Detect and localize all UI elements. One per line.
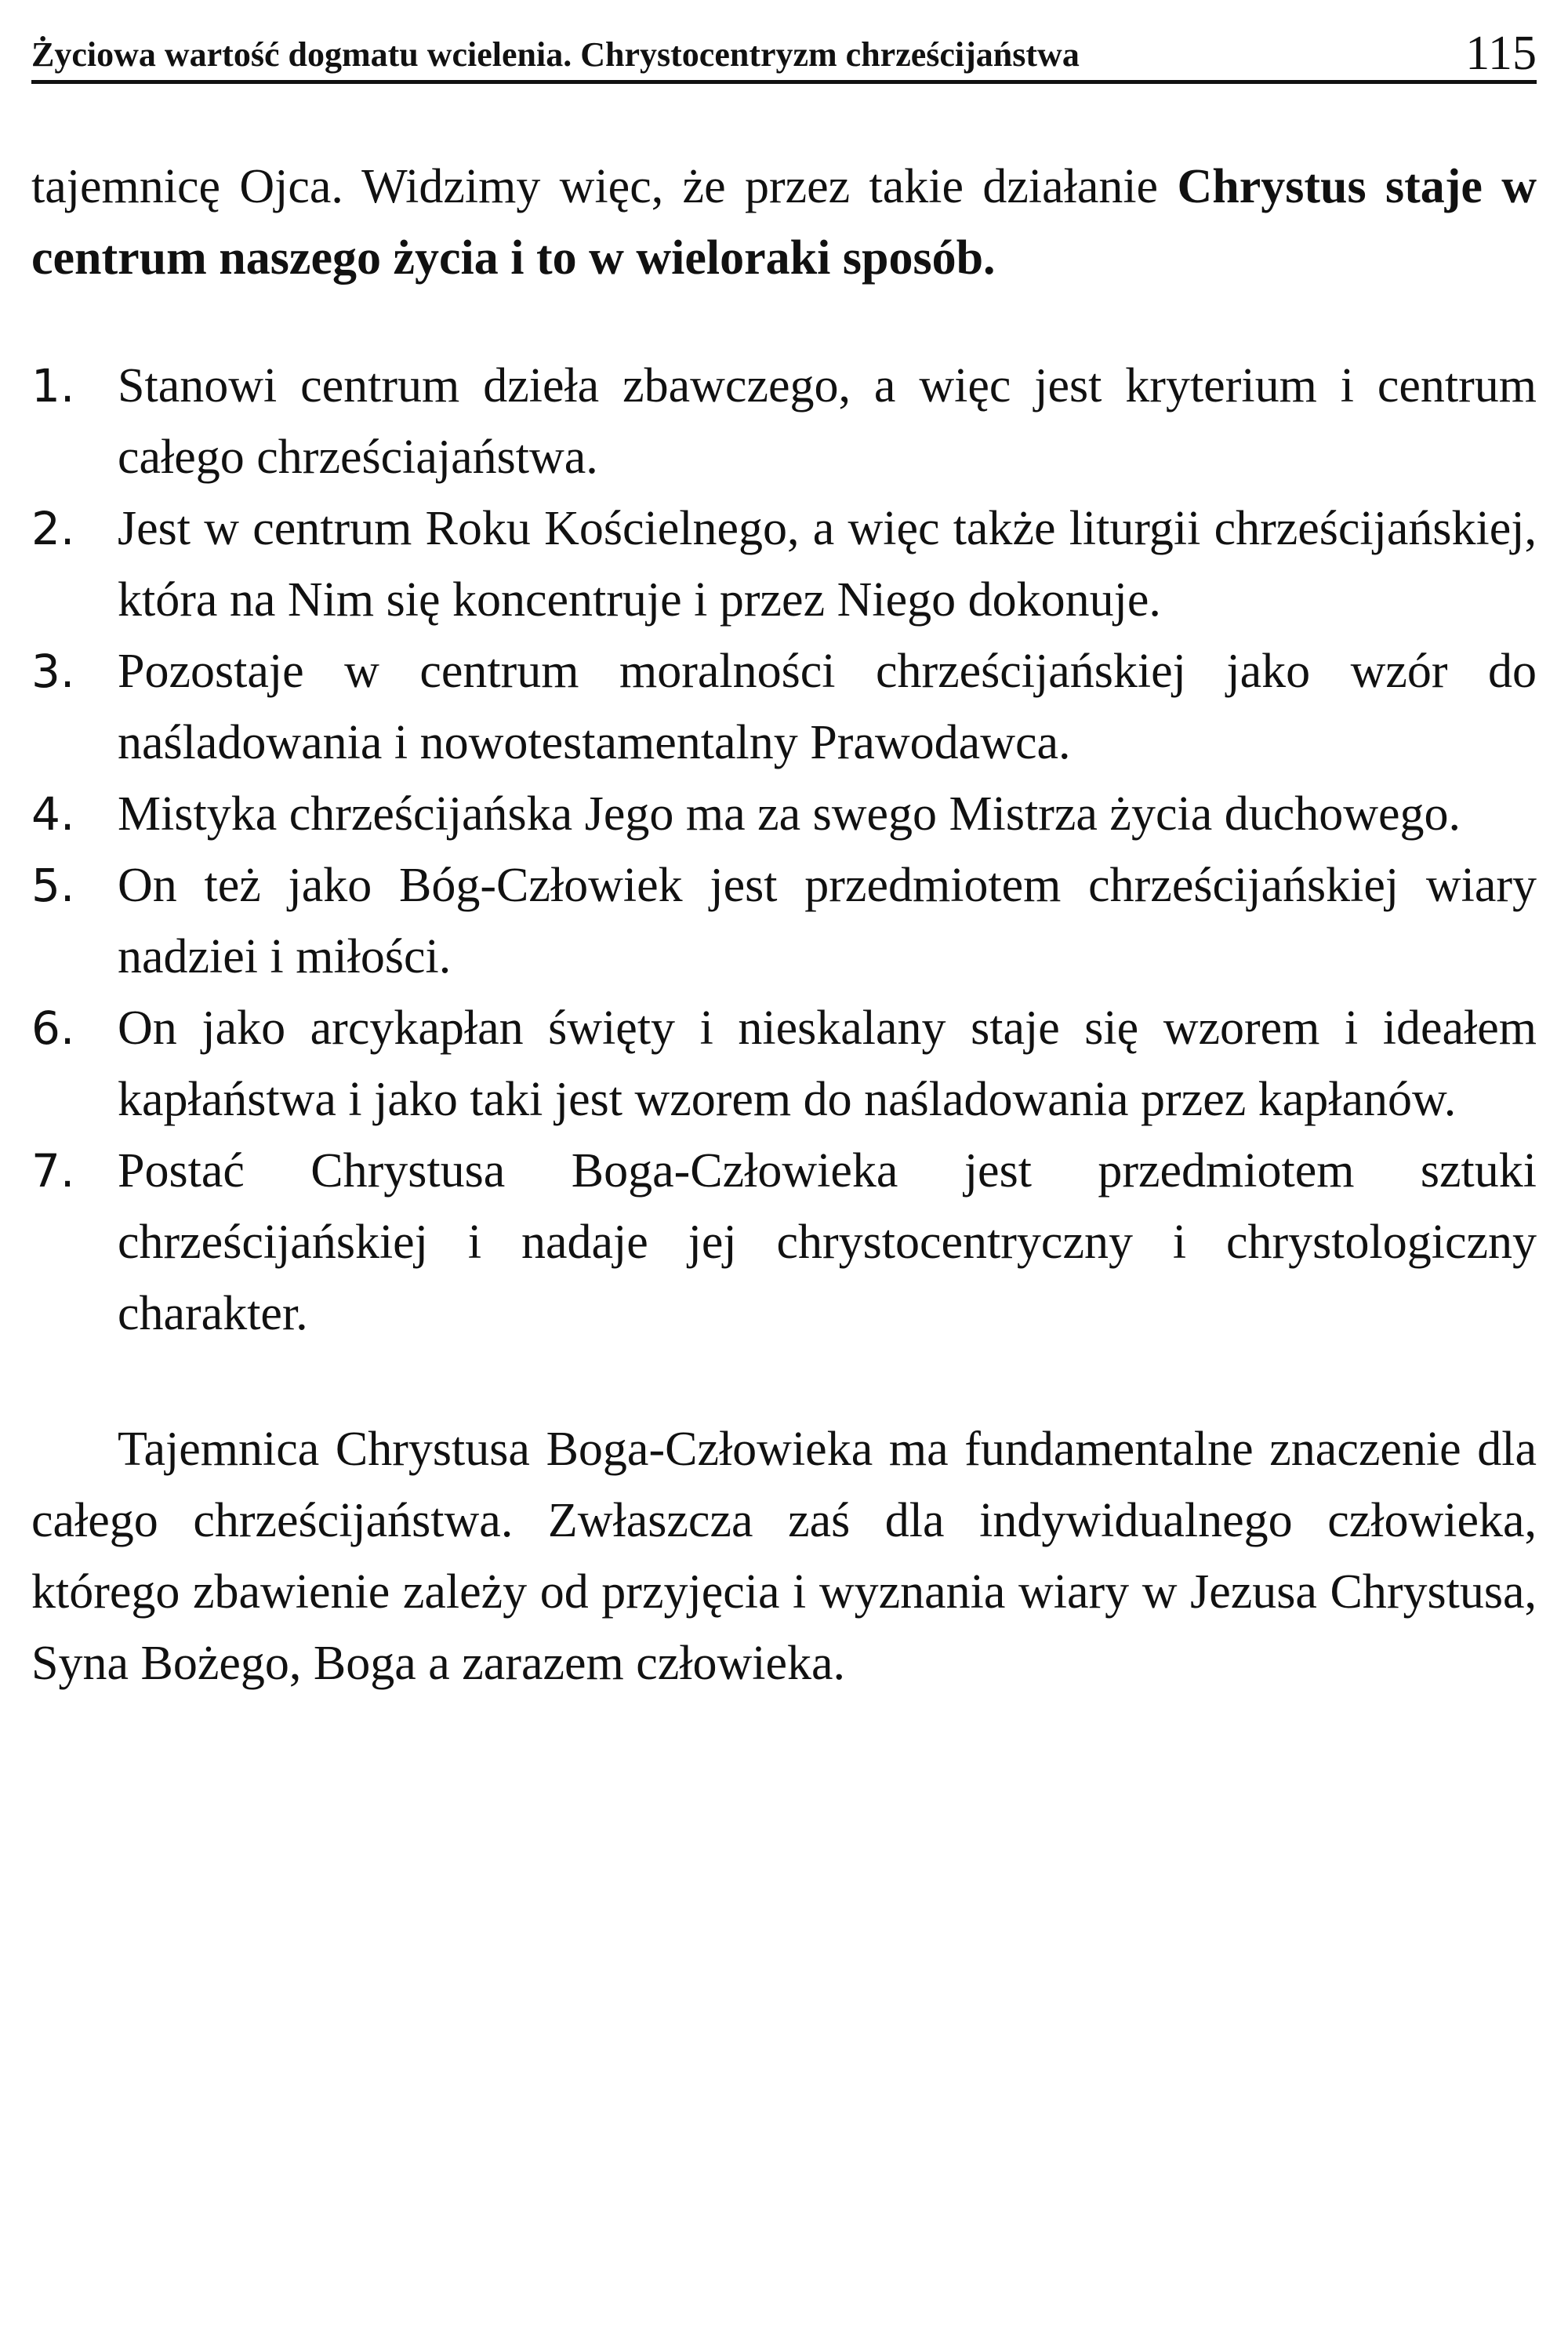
list-item-text: Postać Chrystusa Boga-Człowieka jest przedmiotem sztuki chrześcijańskiej i nadaje jej chrystocentryczny i chrystologiczny charakter. <box>118 1144 1537 1340</box>
intro-bold-text: Chrystus staje w centrum naszego życia i to w wieloraki sposób. <box>31 160 1537 285</box>
running-header <box>31 25 1537 84</box>
list-item <box>31 1136 1537 1350</box>
list-item-number: 1. <box>31 359 75 413</box>
intro-text: tajemnicę Ojca. Widzimy więc, że przez takie działanie <box>31 160 1178 213</box>
list-item-text: Jest w centrum Roku Kościelnego, a więc także liturgii chrześcijańskiej, która na Nim się koncentruje i przez Niego dokonuje. <box>118 502 1537 627</box>
running-title: Życiowa wartość dogmatu wcielenia. Chrystocentryzm chrześcijaństwa <box>31 35 1080 74</box>
list-item <box>31 493 1537 636</box>
list-item <box>31 850 1537 993</box>
list-item <box>31 351 1537 493</box>
list-item-number: 4. <box>31 787 75 841</box>
list-item-text: On jako arcykapłan święty i nieskalany staje się wzorem i ideałem kapłaństwa i jako taki jest wzorem do naśladowania przez kapłanów. <box>118 1001 1537 1126</box>
list-item-number: 2. <box>31 502 75 555</box>
numbered-list <box>31 351 1537 1350</box>
list-item-number: 5. <box>31 859 75 912</box>
list-item-number: 6. <box>31 1001 75 1055</box>
list-item <box>31 993 1537 1136</box>
closing-paragraph: Tajemnica Chrystusa Boga-Człowieka ma fundamentalne znaczenie dla całego chrześcijaństwa. Zwłaszcza zaś dla indywidualnego człowieka, którego zbawienie zależy od przyjęcia i wyznania wiary w Jezusa Chrystusa, Syna Bożego, Boga a zarazem człowieka. <box>31 1423 1537 1690</box>
page-number: 115 <box>1465 27 1537 80</box>
list-item-text: On też jako Bóg-Człowiek jest przedmiotem chrześcijańskiej wiary nadziei i miłości. <box>118 859 1537 983</box>
list-item-text: Mistyka chrześcijańska Jego ma za swego Mistrza życia duchowego. <box>118 787 1461 841</box>
list-item-number: 7. <box>31 1144 75 1198</box>
list-item-text: Stanowi centrum dzieła zbawczego, a więc jest kryterium i centrum całego chrześciajaństwa. <box>118 359 1537 484</box>
list-item <box>31 779 1537 850</box>
list-item-text: Pozostaje w centrum moralności chrześcijańskiej jako wzór do naśladowania i nowotestamentalny Prawodawca. <box>118 645 1537 769</box>
list-item <box>31 636 1537 779</box>
book-page <box>31 25 1537 1699</box>
list-item-number: 3. <box>31 645 75 698</box>
intro-paragraph <box>31 151 1537 294</box>
